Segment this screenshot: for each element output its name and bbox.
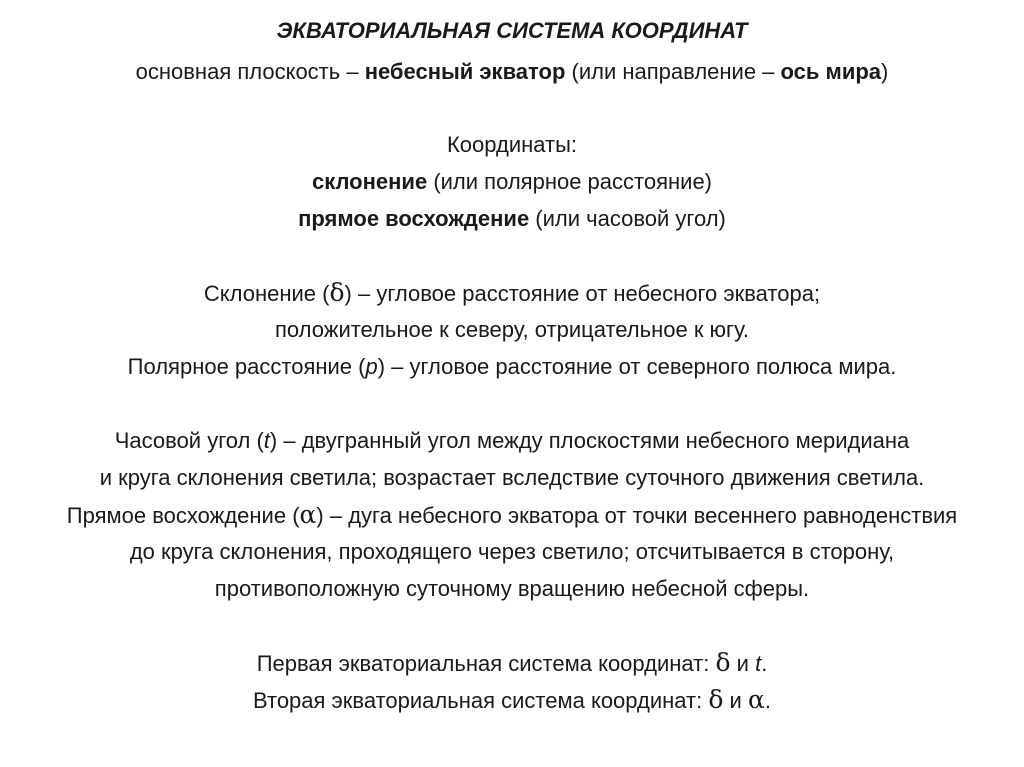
right-ascension-line-2: до круга склонения, проходящего через светило; отсчитывается в сторону, [129, 539, 895, 564]
second-system-line [0, 683, 1024, 717]
s2-alpha-symbol: α [747, 685, 765, 714]
plane-suffix: ) [881, 59, 889, 84]
coord-right-ascension-rest: (или часовой угол) [529, 206, 726, 231]
plane-prefix: основная плоскость – [135, 59, 365, 84]
p-symbol: p [365, 354, 378, 379]
s2-delta-symbol: δ [708, 685, 724, 714]
alpha-symbol: α [299, 500, 317, 529]
hour-l3-pre: Прямое восхождение ( [66, 503, 300, 528]
s2-pre: Вторая экваториальная система координат: [253, 688, 709, 713]
right-ascension-line-3: противоположную суточному вращению небесной сферы. [214, 576, 810, 601]
declination-definition-line [0, 276, 1024, 310]
decl-l1-post: ) – угловое расстояние от небесного экватора; [344, 281, 821, 306]
main-plane-line [0, 55, 1024, 88]
s1-and: и [730, 651, 756, 676]
slide-title: ЭКВАТОРИАЛЬНАЯ СИСТЕМА КООРДИНАТ [276, 18, 748, 43]
plane-celestial-equator: небесный экватор [364, 59, 566, 84]
decl-l1-pre: Склонение ( [203, 281, 330, 306]
s1-t-symbol: t [755, 651, 762, 676]
coord-declination-bold: склонение [311, 169, 428, 194]
s1-pre: Первая экваториальная система координат: [256, 651, 716, 676]
declination-sign-line: положительное к северу, отрицательное к югу. [274, 317, 749, 342]
polar-distance-line [0, 350, 1024, 383]
s1-delta-symbol: δ [715, 648, 731, 677]
hour-l1-pre: Часовой угол ( [114, 428, 264, 453]
coords-heading: Координаты: [446, 132, 578, 157]
right-ascension-line [0, 498, 1024, 532]
plane-mid: (или направление – [565, 59, 781, 84]
decl-l3-pre: Полярное расстояние ( [127, 354, 366, 379]
hour-l3-post: ) – дуга небесного экватора от точки весеннего равноденствия [316, 503, 958, 528]
delta-symbol: δ [329, 278, 345, 307]
s1-end: . [761, 651, 768, 676]
first-system-line [0, 646, 1024, 680]
coord-right-ascension-line [0, 202, 1024, 235]
hour-angle-line [0, 424, 1024, 457]
coord-declination-line [0, 165, 1024, 198]
s2-end: . [764, 688, 771, 713]
decl-l3-post: ) – угловое расстояние от северного полюса мира. [377, 354, 897, 379]
plane-world-axis: ось мира [780, 59, 882, 84]
hour-angle-line-2: и круга склонения светила; возрастает вследствие суточного движения светила. [99, 465, 925, 490]
hour-l1-post: ) – двугранный угол между плоскостями небесного меридиана [269, 428, 910, 453]
coord-declination-rest: (или полярное расстояние) [427, 169, 712, 194]
s2-and: и [723, 688, 748, 713]
coord-right-ascension-bold: прямое восхождение [298, 206, 530, 231]
t-symbol: t [263, 428, 270, 453]
